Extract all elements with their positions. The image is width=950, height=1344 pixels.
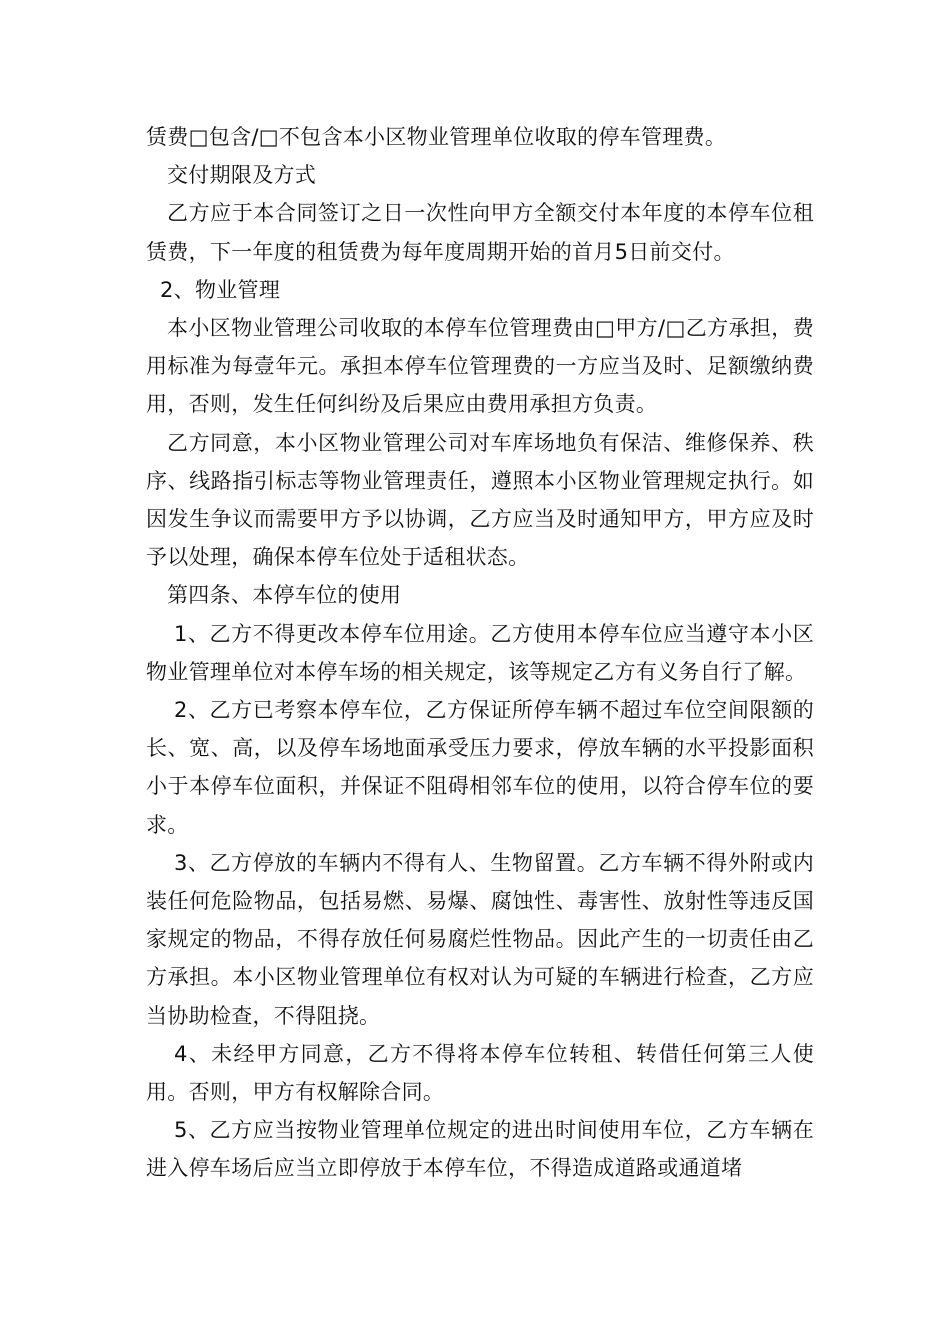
paragraph-rent-fee-clause: 赁费□包含/□不包含本小区物业管理单位收取的停车管理费。 [146, 125, 727, 149]
paragraph-usage-item-1: 1、乙方不得更改本停车位用途。乙方使用本停车位应当遵守本小区物业管理单位对本停车场的相关规定，该等规定乙方有义务自行了解。 [146, 621, 814, 684]
paragraph-usage-item-5: 5、乙方应当按物业管理单位规定的进出时间使用车位，乙方车辆在进入停车场后应当立即停放于本停车位，不得造成道路或通道堵 [146, 1118, 814, 1181]
paragraph-management-responsibility: 乙方同意，本小区物业管理公司对车库场地负有保洁、维修保养、秩序、线路指引标志等物业管理责任，遵照本小区物业管理规定执行。如因发生争议而需要甲方予以协调，乙方应当及时通知甲方，甲方应及时予以处理，确保本停车位处于适租状态。 [146, 430, 814, 570]
paragraph-article-four-heading: 第四条、本停车位的使用 [167, 583, 402, 608]
paragraph-usage-item-4: 4、未经甲方同意，乙方不得将本停车位转租、转借任何第三人使用。否则，甲方有权解除合同。 [146, 1041, 814, 1105]
paragraph-management-fee: 本小区物业管理公司收取的本停车位管理费由□甲方/□乙方承担，费用标准为每壹年元。承担本停车位管理费的一方应当及时、足额缴纳费用，否则，发生任何纠纷及后果应由费用承担方负责。 [146, 316, 814, 417]
paragraph-payment-terms: 乙方应于本合同签订之日一次性向甲方全额交付本年度的本停车位租赁费，下一年度的租赁费为每年度周期开始的首月5日前交付。 [146, 201, 814, 264]
paragraph-property-management-heading: 2、物业管理 [160, 277, 281, 302]
paragraph-payment-heading: 交付期限及方式 [167, 163, 317, 188]
paragraph-usage-item-2: 2、乙方已考察本停车位，乙方保证所停车辆不超过车位空间限额的长、宽、高，以及停车场地面承受压力要求，停放车辆的水平投影面积小于本停车位面积，并保证不阻碍相邻车位的使用，以符合停车位的要求。 [146, 698, 814, 837]
paragraph-usage-item-3: 3、乙方停放的车辆内不得有人、生物留置。乙方车辆不得外附或内装任何危险物品，包括易燃、易爆、腐蚀性、毒害性、放射性等违反国家规定的物品，不得存放任何易腐烂性物品。因此产生的一切责任由乙方承担。本小区物业管理单位有权对认为可疑的车辆进行检查，乙方应当协助检查，不得阻挠。 [146, 850, 814, 1028]
document-body [146, 118, 814, 1188]
